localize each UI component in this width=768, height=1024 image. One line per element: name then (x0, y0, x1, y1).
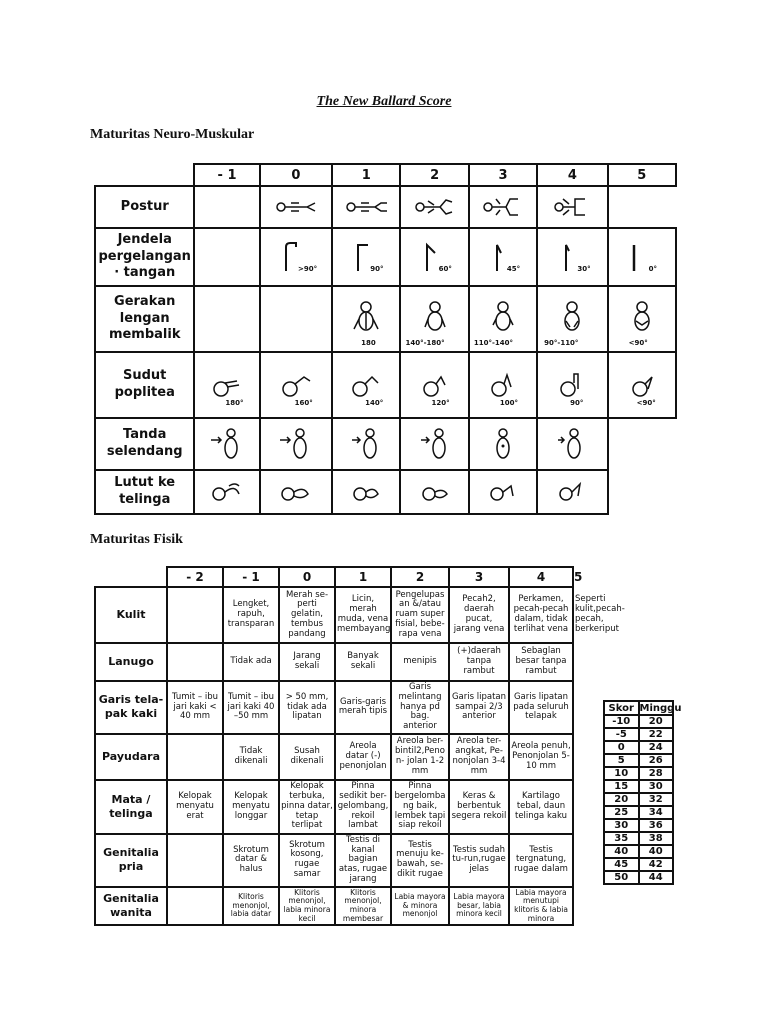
ph-cell: Perkamen, pecah-pecah dalam, tidak terlihat vena (509, 587, 573, 643)
ph-cell: Labia mayora menutupi klitoris & labia minora (509, 887, 573, 926)
wrist-angle-icon (469, 228, 537, 286)
ph-cell: Testis sudah tu-run,rugae jelas (449, 834, 509, 887)
ph-cell: Pinna bergelomba ng baik, lembek tapi siap rekoil (391, 780, 449, 834)
ph-cell: (+)daerah tanpa rambut (449, 643, 509, 681)
nm-col-header: - 1 (194, 164, 259, 186)
wrist-angle-icon (400, 228, 468, 286)
angle-label: 110°-140° (473, 339, 513, 347)
posture-figure-icon (260, 186, 332, 228)
ph-cell: Tidak dikenali (223, 734, 279, 780)
angle-label: 45° (506, 265, 521, 273)
ph-cell (167, 834, 223, 887)
score-header: Skor (604, 701, 639, 715)
angle-label: 120° (431, 399, 450, 407)
heel-to-ear-icon (260, 470, 332, 514)
weeks-cell: 28 (639, 767, 674, 780)
ph-cell: Testis di kanal bagian atas, rugae jarang (335, 834, 391, 887)
score-cell: 40 (604, 845, 639, 858)
heel-to-ear-icon (537, 470, 607, 514)
nm-row-label: Lutut ke telinga (95, 470, 194, 514)
neuromuscular-table (94, 163, 677, 515)
ph-cell: Klitoris menonjol, labia minora kecil (279, 887, 335, 926)
angle-label: 90° (370, 265, 384, 273)
angle-label: 180° (225, 399, 244, 407)
physical-maturity-table: - 2 - 1 0 1 2 3 4 5 Kulit Lengket, rapuh, transparan Merah se-perti gelatin, tembus pandang Licin, merah muda, vena membayang Pengelupas an &/atau ruam super fisial, bebe-rapa vena Pecah2, daerah pucat, jarang vena Perkamen, pecah-pecah dalam, tidak terlihat vena Seperti kulit,pecah-pecah, berkeriput Lanugo Tidak ada Jarang sekali Banyak sekali menipis (+)daerah tanpa rambut Sebaglan besar tanpa rambut Garis tela-pak kaki Tumit – ibu jari kaki < 40 mm Tumit – ibu jari kaki 40 –50 mm > 50 mm, tidak ada lipatan Garis-garis merah tipis Garis melintang hanya pd bag. anterior Garis lipatan sampai 2/3 anterior Garis lipatan pada seluruh telapak Payudara Tidak dikenali Susah dikenali Areola datar (-) penonjolan Areola ber-bintil2,Peno n- jolan 1-2 mm Areola ter-angkat, Pe-nonjolan 3-4 mm Areola penuh, Penonjolan 5- 10 mm Mata / telinga Kelopak menyatu erat Kelopak menyatu longgar Kelopak terbuka, pinna datar, tetap terlipat Pinna sedikit ber-gelombang, rekoil lambat Pinna bergelomba ng baik, lembek tapi siap rekoil Keras & berbentuk segera rekoil Kartilago tebal, daun telinga kaku Genitalia pria Skrotum datar & halus Skrotum kosong, rugae samar Testis di kanal bagian atas, rugae jarang Testis menuju ke-bawah, se-dikit rugae Testis sudah tu-run,rugae jelas Testis tergnatung, rugae dalam Genitalia wanita Klitoris menonjol, labia datar Klitoris menonjol, labia minora kecil Klitoris menonjol, minora membesar Labia mayora & minora menonjol Labia mayora besar, labia minora kecil Labia mayora menutupi klitoris & labia minora (94, 566, 574, 926)
ph-cell: Sebaglan besar tanpa rambut (509, 643, 573, 681)
popliteal-angle-icon (400, 352, 468, 418)
popliteal-angle-icon (469, 352, 537, 418)
ph-cell: Klitoris menonjol, minora membesar (335, 887, 391, 926)
ph-cell: menipis (391, 643, 449, 681)
ph-row-label: Lanugo (95, 643, 167, 681)
popliteal-angle-icon (194, 352, 259, 418)
score-cell: -10 (604, 715, 639, 728)
weeks-cell: 42 (639, 858, 674, 871)
ph-col-header: 0 (279, 567, 335, 587)
nm-col-header: 4 (537, 164, 607, 186)
ph-col-header: 1 (335, 567, 391, 587)
scarf-sign-icon (332, 418, 400, 470)
ph-col-header: - 2 (167, 567, 223, 587)
section-heading-physical: Maturitas Fisik (90, 532, 183, 547)
nm-row-label: Jendela pergelangan · tangan (95, 228, 194, 286)
ph-cell (167, 734, 223, 780)
ph-col-header: 4 (509, 567, 573, 587)
ph-col-header: 2 (391, 567, 449, 587)
arm-recoil-icon (469, 286, 537, 352)
weeks-cell: 32 (639, 793, 674, 806)
ph-row-label: Payudara (95, 734, 167, 780)
ph-cell: Lengket, rapuh, transparan (223, 587, 279, 643)
ph-cell: Areola penuh, Penonjolan 5- 10 mm (509, 734, 573, 780)
scarf-sign-icon (260, 418, 332, 470)
nm-cell-blank (608, 418, 676, 470)
ph-cell: Kelopak menyatu longgar (223, 780, 279, 834)
nm-col-header: 3 (469, 164, 537, 186)
ph-cell: Testis menuju ke-bawah, se-dikit rugae (391, 834, 449, 887)
nm-col-header: 1 (332, 164, 400, 186)
nm-row-label: Gerakan lengan membalik (95, 286, 194, 352)
nm-row-label: Tanda selendang (95, 418, 194, 470)
ph-cell: Areola ber-bintil2,Peno n- jolan 1-2 mm (391, 734, 449, 780)
ph-cell: > 50 mm, tidak ada lipatan (279, 681, 335, 734)
popliteal-angle-icon (608, 352, 676, 418)
scarf-sign-icon (400, 418, 468, 470)
score-cell: 5 (604, 754, 639, 767)
weeks-cell: 26 (639, 754, 674, 767)
nm-row-label: Postur (95, 186, 194, 228)
posture-figure-icon (537, 186, 607, 228)
posture-figure-icon (469, 186, 537, 228)
ph-cell: Pecah2, daerah pucat, jarang vena (449, 587, 509, 643)
ph-cell: Banyak sekali (335, 643, 391, 681)
score-cell: 20 (604, 793, 639, 806)
nm-cell-blank (608, 186, 676, 228)
angle-label: 140°-180° (405, 339, 445, 347)
arm-recoil-icon (537, 286, 607, 352)
weeks-cell: 24 (639, 741, 674, 754)
angle-label: 90°-110° (544, 339, 579, 347)
angle-label: 100° (499, 399, 518, 407)
weeks-cell: 44 (639, 871, 674, 884)
angle-label: 30° (577, 265, 591, 273)
angle-label: >90° (298, 265, 318, 273)
ph-cell: Testis tergnatung, rugae dalam (509, 834, 573, 887)
ph-cell: Klitoris menonjol, labia datar (223, 887, 279, 926)
nm-col-header: 2 (400, 164, 468, 186)
scarf-sign-icon (537, 418, 607, 470)
posture-figure-icon (332, 186, 400, 228)
angle-label: 90° (570, 399, 584, 407)
ph-cell: Kelopak terbuka, pinna datar, tetap terlipat (279, 780, 335, 834)
angle-label: 60° (438, 265, 452, 273)
popliteal-angle-icon (332, 352, 400, 418)
angle-label: 180 (361, 339, 376, 347)
weeks-cell: 38 (639, 832, 674, 845)
score-cell: 45 (604, 858, 639, 871)
score-cell: 30 (604, 819, 639, 832)
ph-cell: Pengelupas an &/atau ruam super fisial, bebe-rapa vena (391, 587, 449, 643)
nm-cell-blank (608, 470, 676, 514)
ph-cell: Garis lipatan pada seluruh telapak (509, 681, 573, 734)
angle-label: 160° (294, 399, 313, 407)
score-weeks-table (603, 700, 682, 885)
arm-recoil-icon (332, 286, 400, 352)
header-corner (95, 567, 167, 587)
angle-label: 0° (648, 265, 657, 273)
weeks-header: Minggu (639, 702, 682, 714)
ph-cell: Keras & berbentuk segera rekoil (449, 780, 509, 834)
ph-cell: Licin, merah muda, vena membayang (335, 587, 391, 643)
score-cell: 10 (604, 767, 639, 780)
heel-to-ear-icon (400, 470, 468, 514)
nm-cell-empty (194, 228, 259, 286)
wrist-angle-icon (608, 228, 676, 286)
ph-cell: Tidak ada (223, 643, 279, 681)
ph-cell (167, 887, 223, 926)
ph-cell: Tumit – ibu jari kaki 40 –50 mm (223, 681, 279, 734)
ph-cell: Pinna sedikit ber-gelombang, rekoil lambat (335, 780, 391, 834)
weeks-cell: 22 (639, 728, 674, 741)
arm-recoil-icon (608, 286, 676, 352)
score-cell: 0 (604, 741, 639, 754)
ph-row-label: Genitalia pria (95, 834, 167, 887)
ph-col-header: - 1 (223, 567, 279, 587)
ph-cell: Tumit – ibu jari kaki < 40 mm (167, 681, 223, 734)
section-heading-neuromuscular: Maturitas Neuro-Muskular (90, 127, 255, 142)
score-cell: 25 (604, 806, 639, 819)
ph-cell: Areola datar (-) penonjolan (335, 734, 391, 780)
ph-cell: Garis lipatan sampai 2/3 anterior (449, 681, 509, 734)
weeks-cell: 20 (639, 715, 674, 728)
heel-to-ear-icon (469, 470, 537, 514)
popliteal-angle-icon (260, 352, 332, 418)
ph-cell: Areola ter-angkat, Pe-nonjolan 3-4 mm (449, 734, 509, 780)
weeks-cell: 40 (639, 845, 674, 858)
ph-cell: Jarang sekali (279, 643, 335, 681)
document-title: The New Ballard Score (316, 94, 452, 109)
ph-cell: Merah se-perti gelatin, tembus pandang (279, 587, 335, 643)
wrist-angle-icon (332, 228, 400, 286)
ph-cell: Skrotum datar & halus (223, 834, 279, 887)
ph-cell: Kartilago tebal, daun telinga kaku (509, 780, 573, 834)
header-corner (95, 164, 194, 186)
ph-cell: Garis melintang hanya pd bag. anterior (391, 681, 449, 734)
posture-figure-icon (400, 186, 468, 228)
wrist-angle-icon (537, 228, 607, 286)
nm-cell-empty (194, 286, 259, 352)
ph-col-header: 3 (449, 567, 509, 587)
ph-cell: Skrotum kosong, rugae samar (279, 834, 335, 887)
ph-row-label: Kulit (95, 587, 167, 643)
angle-label: <90° (636, 399, 656, 407)
scarf-sign-icon (194, 418, 259, 470)
nm-col-header: 5 (608, 164, 676, 186)
nm-cell-empty (260, 286, 332, 352)
ph-cell: Labia mayora & minora menonjol (391, 887, 449, 926)
score-cell: 35 (604, 832, 639, 845)
wrist-angle-icon (260, 228, 332, 286)
ph-row-label: Mata / telinga (95, 780, 167, 834)
ph-cell: Labia mayora besar, labia minora kecil (449, 887, 509, 926)
nm-cell-empty (194, 186, 259, 228)
ph-cell (167, 643, 223, 681)
score-cell: 50 (604, 871, 639, 884)
heel-to-ear-icon (194, 470, 259, 514)
score-cell: -5 (604, 728, 639, 741)
angle-label: 140° (365, 399, 384, 407)
ph-row-label: Genitalia wanita (95, 887, 167, 926)
ph-cell (167, 587, 223, 643)
nm-row-label: Sudut poplitea (95, 352, 194, 418)
ph-cell: Garis-garis merah tipis (335, 681, 391, 734)
weeks-cell: 36 (639, 819, 674, 832)
ph-row-label: Garis tela-pak kaki (95, 681, 167, 734)
popliteal-angle-icon (537, 352, 607, 418)
weeks-cell: 30 (639, 780, 674, 793)
nm-col-header: 0 (260, 164, 332, 186)
ph-cell: Kelopak menyatu erat (167, 780, 223, 834)
angle-label: <90° (628, 339, 648, 347)
score-cell: 15 (604, 780, 639, 793)
scarf-sign-icon (469, 418, 537, 470)
arm-recoil-icon (400, 286, 468, 352)
heel-to-ear-icon (332, 470, 400, 514)
weeks-cell: 34 (639, 806, 674, 819)
ph-cell: Susah dikenali (279, 734, 335, 780)
